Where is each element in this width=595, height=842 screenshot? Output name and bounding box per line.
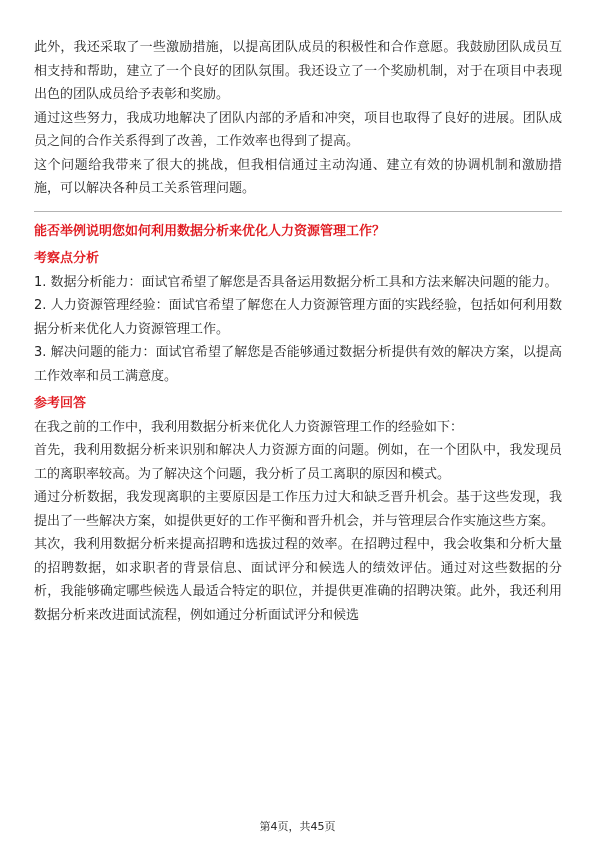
question-title: 能否举例说明您如何利用数据分析来优化人力资源管理工作？ [34,223,386,239]
analysis-point: 3. 解决问题的能力：面试官希望了解您是否能够通过数据分析提供有效的解决方案，以提高工作效率和员工满意度。 [34,345,562,384]
section-divider [34,211,562,212]
intro-paragraph: 通过这些努力，我成功地解决了团队内部的矛盾和冲突，项目也取得了良好的进展。团队成员之间的合作关系得到了改善，工作效率也得到了提高。 [34,110,562,149]
analysis-point: 1. 数据分析能力：面试官希望了解您是否具备运用数据分析工具和方法来解决问题的能力。 [34,274,558,290]
intro-paragraph: 这个问题给我带来了很大的挑战，但我相信通过主动沟通、建立有效的协调机制和激励措施，可以解决各种员工关系管理问题。 [34,157,562,196]
intro-paragraph: 此外，我还采取了一些激励措施，以提高团队成员的积极性和合作意愿。我鼓励团队成员互相支持和帮助，建立了一个良好的团队氛围。我还设立了一个奖励机制，对于在项目中表现出色的团队成员给予表彰和奖励。 [34,40,562,102]
answer-paragraph: 其次，我利用数据分析来提高招聘和选拔过程的效率。在招聘过程中，我会收集和分析大量的招聘数据，如求职者的背景信息、面试评分和候选人的绩效评估。通过对这些数据的分析，我能够确定哪些候选人最适合特定的职位，并提供更准确的招聘决策。此外，我还利用数据分析来改进面试流程，例如通过分析面试评分和候选 [34,537,562,623]
answer-paragraph: 通过分析数据，我发现离职的主要原因是工作压力过大和缺乏晋升机会。基于这些发现，我提出了一些解决方案，如提供更好的工作平衡和晋升机会，并与管理层合作实施这些方案。 [34,490,562,529]
analysis-heading: 考察点分析 [34,251,100,266]
answer-paragraph: 首先，我利用数据分析来识别和解决人力资源方面的问题。例如，在一个团队中，我发现员工的离职率较高。为了解决这个问题，我分析了员工离职的原因和模式。 [34,443,562,482]
answer-paragraph: 在我之前的工作中，我利用数据分析来优化人力资源管理工作的经验如下： [34,419,464,435]
analysis-point: 2. 人力资源管理经验：面试官希望了解您在人力资源管理方面的实践经验，包括如何利用数据分析来优化人力资源管理工作。 [34,298,562,337]
document-body [34,36,562,627]
answer-heading: 参考回答 [34,396,87,411]
page-number: 第4页，共45页 [259,820,336,833]
